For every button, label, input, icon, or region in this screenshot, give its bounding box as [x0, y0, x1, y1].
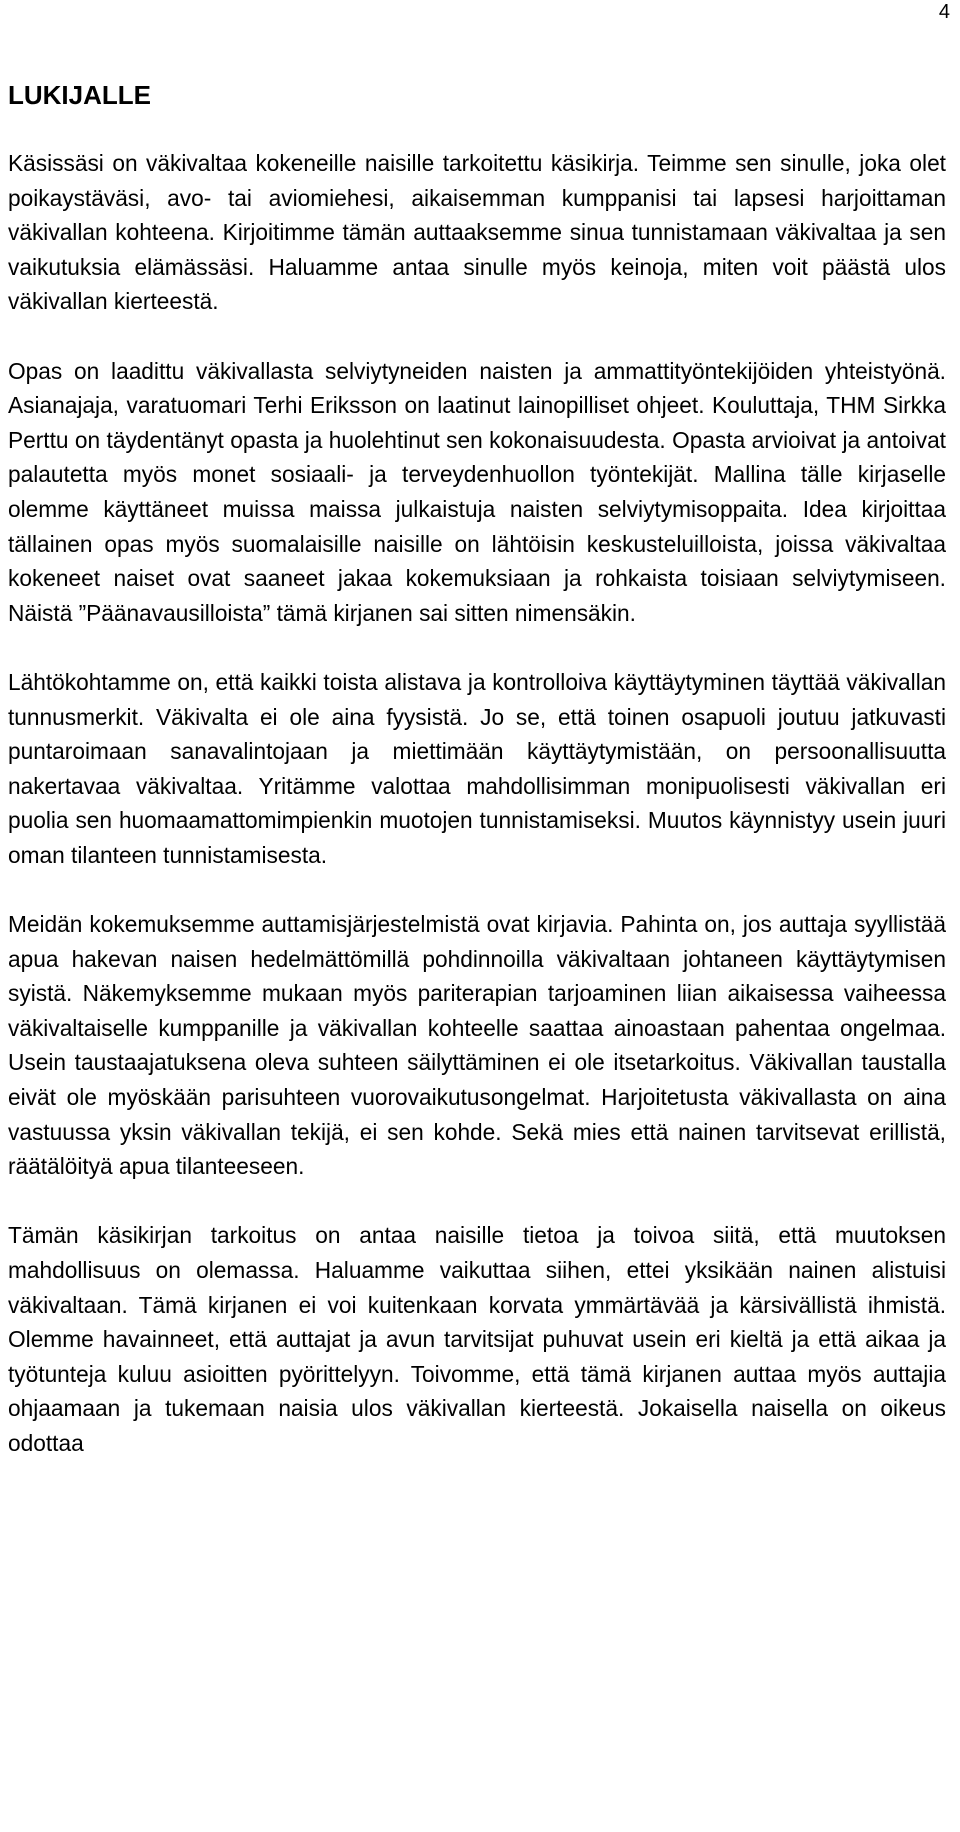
- document-body: [8, 78, 946, 1461]
- paragraph-authors: Opas on laadittu väkivallasta selviytyneiden naisten ja ammattityöntekijöiden yhteistyönä. Asianajaja, varatuomari Terhi Eriksson on laatinut lainopilliset ohjeet. Kouluttaja, THM Sirkka Perttu on täydentänyt opasta ja huolehtinut sen kokonaisuudesta. Opasta arvioivat ja antoivat palautetta myös monet sosiaali- ja terveydenhuollon työntekijät. Mallina tälle kirjaselle olemme käyttäneet muissa maissa julkaistuja naisten selviytymisoppaita. Idea kirjoittaa tällainen opas myös suomalaisille naisille on lähtöisin keskusteluilloista, joissa väkivaltaa kokeneet naiset ovat saaneet jakaa kokemuksiaan ja rohkaista toisiaan selviytymiseen. Näistä ”Päänavausilloista” tämä kirjanen sai sitten nimensäkin.: [8, 357, 946, 626]
- paragraph-starting-point: Lähtökohtamme on, että kaikki toista alistava ja kontrolloiva käyttäytyminen täyttää väkivallan tunnusmerkit. Väkivalta ei ole aina fyysistä. Jo se, että toinen osapuoli joutuu jatkuvasti puntaroimaan sanavalintojaan ja miettimään käyttäytymistään, on persoonallisuutta nakertavaa väkivaltaa. Yritämme valottaa mahdollisimman monipuolisesti väkivallan eri puolia sen huomaamattomimpienkin muotojen tunnistamiseksi. Muutos käynnistyy usein juuri oman tilanteen tunnistamisesta.: [8, 668, 946, 868]
- paragraph-purpose: Tämän käsikirjan tarkoitus on antaa naisille tietoa ja toivoa siitä, että muutoksen mahdollisuus on olemassa. Haluamme vaikuttaa siihen, ettei yksikään nainen alistuisi väkivaltaan. Tämä kirjanen ei voi kuitenkaan korvata ymmärtävää ja kärsivällistä ihmistä. Olemme havainneet, että auttajat ja avun tarvitsijat puhuvat usein eri kieltä ja että aikaa ja työtunteja kuluu asioitten pyörittelyyn. Toivomme, että tämä kirjanen auttaa myös auttajia ohjaamaan ja tukemaan naisia ulos väkivallan kierteestä. Jokaisella naisella on oikeus odottaa: [8, 1222, 946, 1456]
- paragraph-intro: Käsissäsi on väkivaltaa kokeneille naisille tarkoitettu käsikirja. Teimme sen sinulle, joka olet poikaystäväsi, avo- tai aviomiehesi, aikaisemman kumppanisi tai lapsesi harjoittaman väkivallan kohteena. Kirjoitimme tämän auttaaksemme sinua tunnistamaan väkivaltaa ja sen vaikutuksia elämässäsi. Haluamme antaa sinulle myös keinoja, miten voit päästä ulos väkivallan kierteestä.: [8, 150, 946, 315]
- section-heading: LUKIJALLE: [8, 80, 151, 110]
- paragraph-experiences: Meidän kokemuksemme auttamisjärjestelmistä ovat kirjavia. Pahinta on, jos auttaja syyllistää apua hakevan naisen hedelmättömillä pohdinnoilla väkivaltaan johtaneen käyttäytymisen syistä. Näkemyksemme mukaan myös pariterapian tarjoaminen liian aikaisessa vaiheessa väkivaltaiselle kumppanille ja väkivallan kohteelle saattaa ainoastaan pahentaa ongelmaa. Usein taustaajatuksena oleva suhteen säilyttäminen ei ole itsetarkoitus. Väkivallan taustalla eivät ole myöskään parisuhteen vuorovaikutusongelmat. Harjoitetusta väkivallasta on aina vastuussa yksin väkivallan tekijä, ei sen kohde. Sekä mies että nainen tarvitsevat erillistä, räätälöityä apua tilanteeseen.: [8, 911, 946, 1180]
- page-number: 4: [938, 1, 950, 23]
